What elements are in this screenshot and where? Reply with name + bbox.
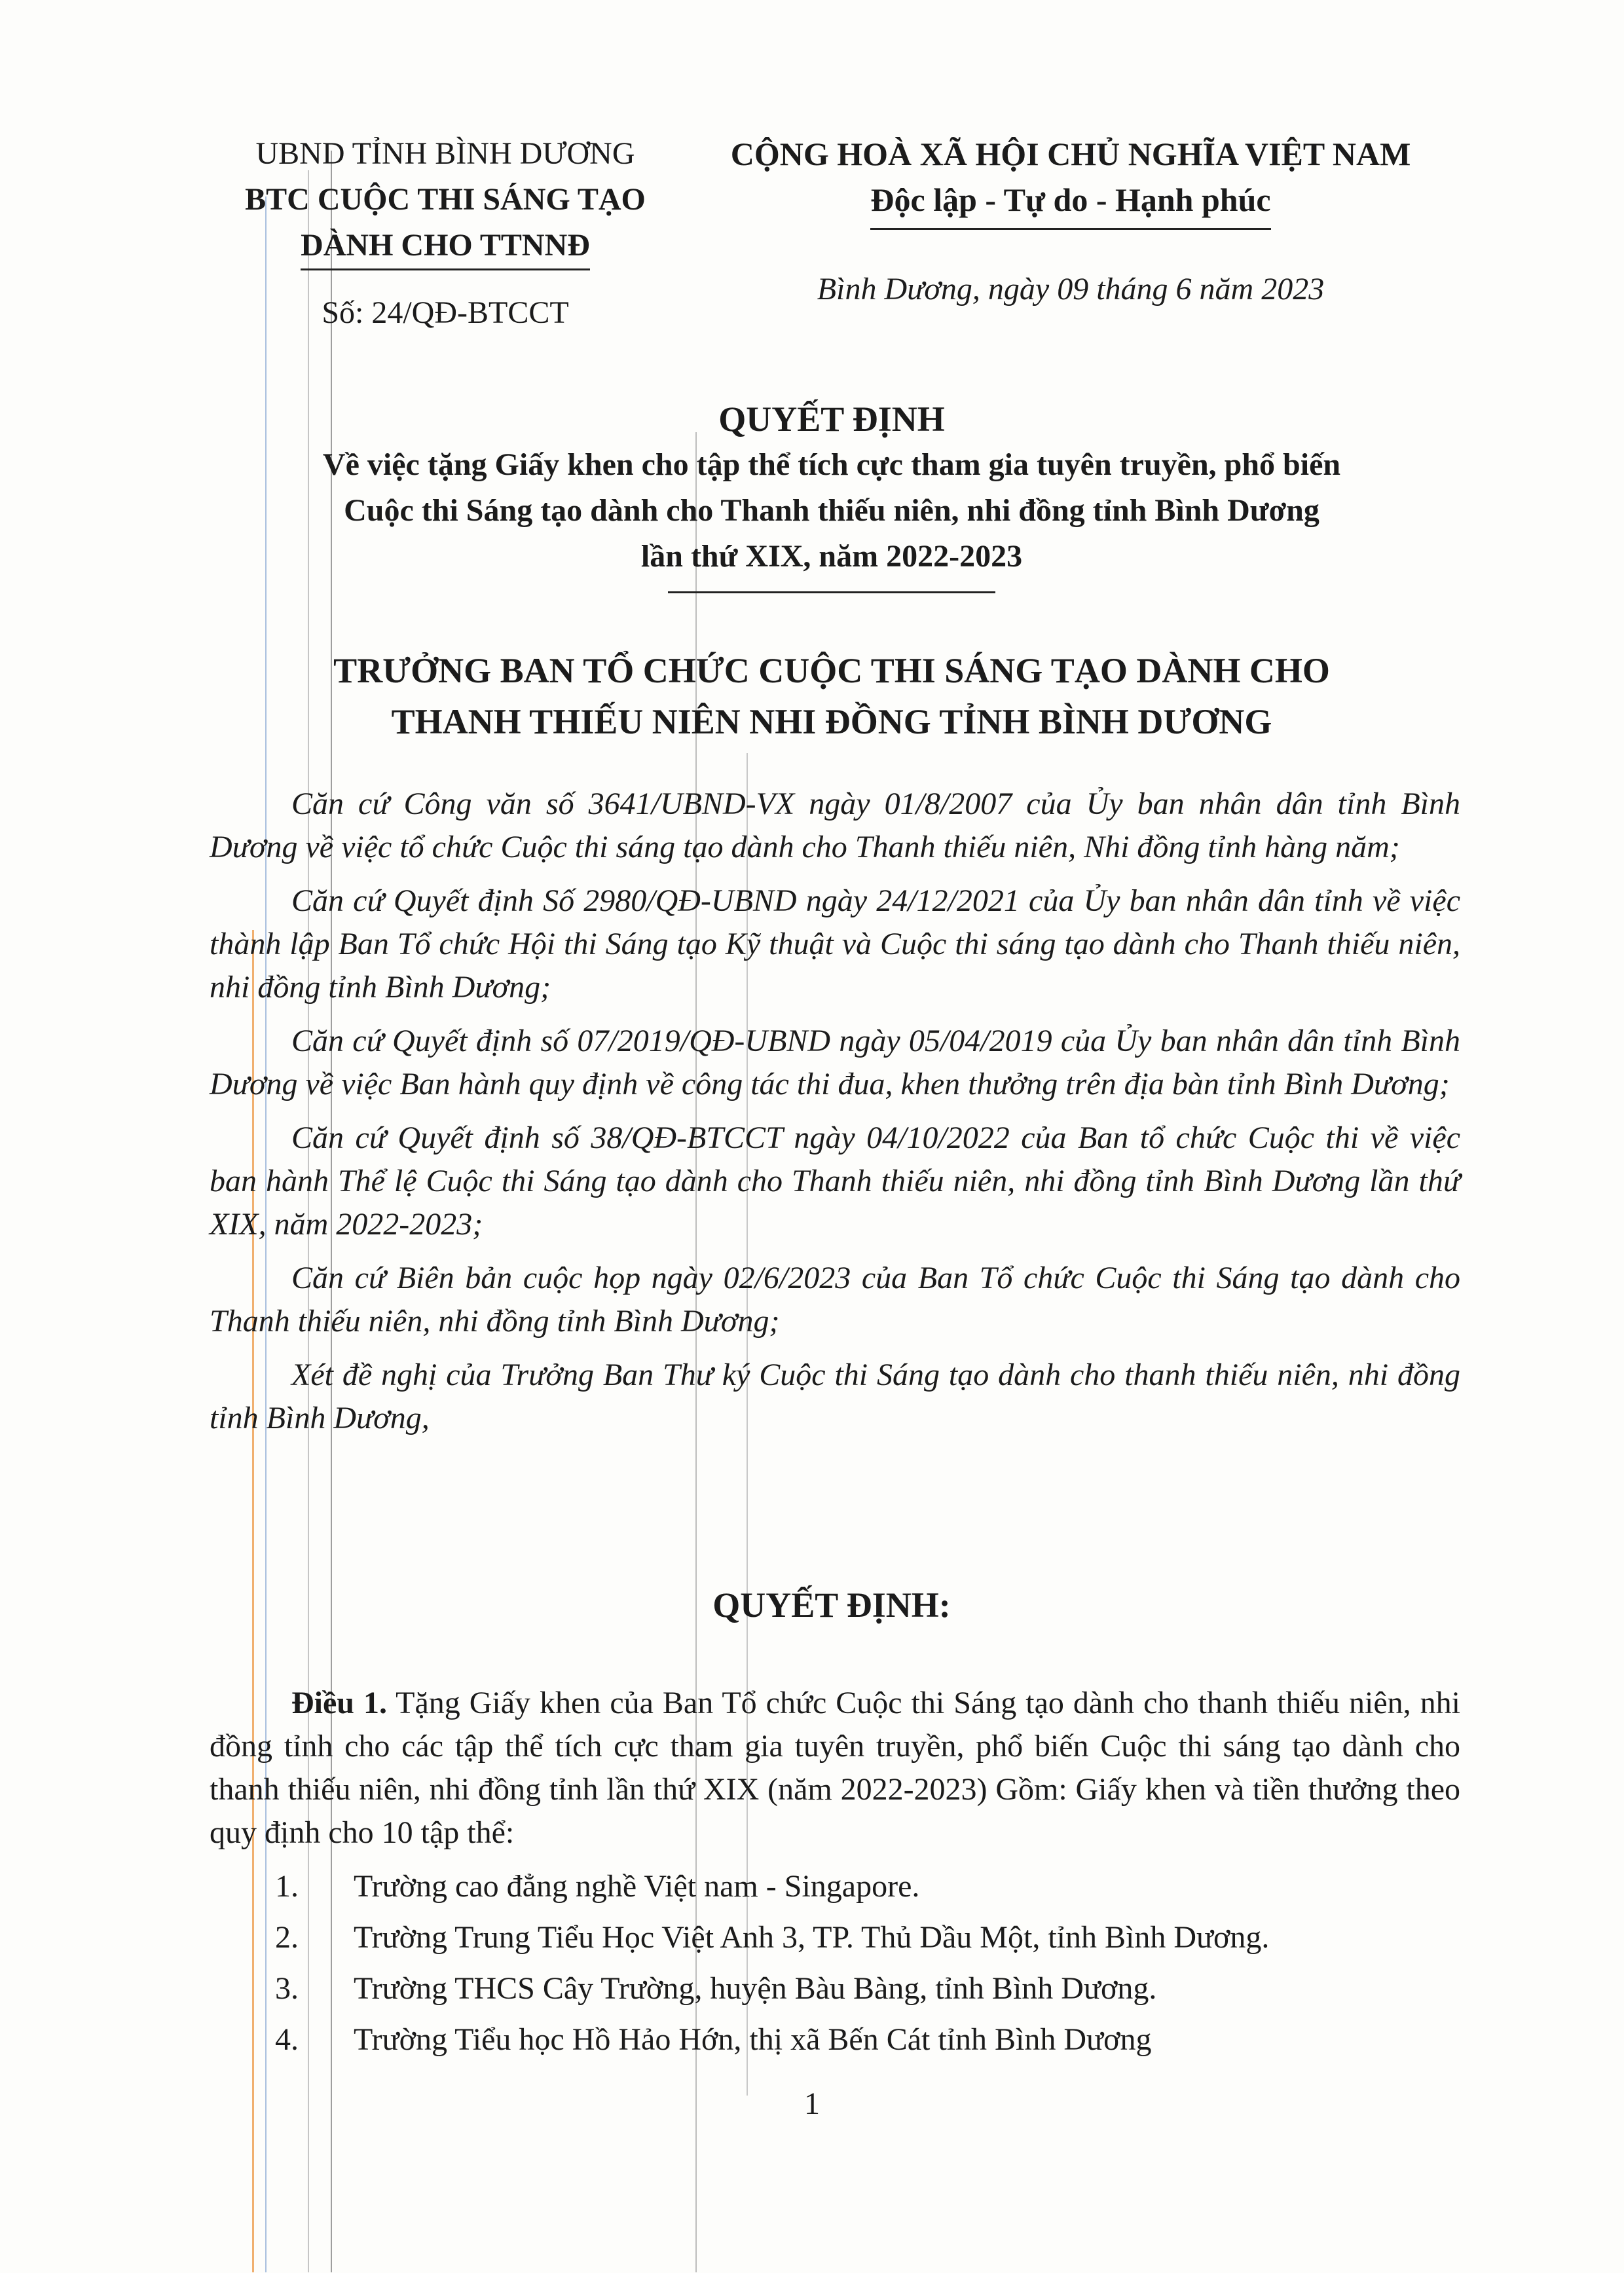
article-text: Tặng Giấy khen của Ban Tổ chức Cuộc thi Sáng tạo dành cho thanh thiếu niên, nhi đồng tỉnh cho các tập thể tích cực tham gia tuyên truyền, phổ biến Cuộc thi sáng tạo dành cho thanh thiếu niên, nhi đồng tỉnh lần thứ XIX (năm 2022-2023) Gồm: Giấy khen và tiền thưởng theo quy định cho 10 tập thể:: [210, 1686, 1461, 1850]
list-item: [275, 2018, 1460, 2061]
issuing-authority: [196, 645, 1467, 747]
list-item-number: 4.: [275, 2022, 299, 2057]
agency-name: BTC CUỘC THI SÁNG TẠO: [245, 182, 646, 217]
list-item-number: 3.: [275, 1971, 299, 2006]
list-item-number: 1.: [275, 1869, 299, 1904]
authority-line: TRƯỞNG BAN TỔ CHỨC CUỘC THI SÁNG TẠO DÀNH CHO: [333, 651, 1330, 690]
legal-bases: [210, 783, 1460, 1451]
national-motto: Độc lập - Tự do - Hạnh phúc: [870, 177, 1270, 230]
decision-heading: QUYẾT ĐỊNH:: [712, 1585, 951, 1625]
title-underline: [668, 591, 995, 593]
agency-parent: UBND TỈNH BÌNH DƯƠNG: [255, 136, 635, 171]
list-item: [275, 1916, 1460, 1959]
nation-name: CỘNG HOÀ XÃ HỘI CHỦ NGHĨA VIỆT NAM: [730, 136, 1411, 172]
list-item-text: Trường THCS Cây Trường, huyện Bàu Bàng, tỉnh Bình Dương.: [354, 1971, 1157, 2006]
subject-line: lần thứ XIX, năm 2022-2023: [640, 539, 1023, 574]
legal-basis-paragraph: Căn cứ Biên bản cuộc họp ngày 02/6/2023 của Ban Tổ chức Cuộc thi Sáng tạo dành cho Thanh thiếu niên, nhi đồng tỉnh Bình Dương;: [210, 1261, 1460, 1339]
document-title: [196, 396, 1467, 593]
subject-line: Về việc tặng Giấy khen cho tập thể tích cực tham gia tuyên truyền, phổ biến: [322, 447, 1341, 482]
article-label: Điều 1.: [291, 1686, 387, 1720]
list-item-text: Trường Tiểu học Hồ Hảo Hớn, thị xã Bến Cát tỉnh Bình Dương: [354, 2022, 1152, 2057]
document-type: QUYẾT ĐỊNH: [718, 399, 945, 439]
document-number: Số: 24/QĐ-BTCCT: [322, 295, 569, 330]
page-number: 1: [804, 2086, 820, 2121]
legal-basis-paragraph: Căn cứ Quyết định số 38/QĐ-BTCCT ngày 04/10/2022 của Ban tổ chức Cuộc thi về việc ban hành Thể lệ Cuộc thi Sáng tạo dành cho Thanh thiếu niên, nhi đồng tỉnh Bình Dương lần thứ XIX, năm 2022-2023;: [210, 1120, 1460, 1242]
legal-basis-paragraph: Căn cứ Quyết định số 07/2019/QĐ-UBND ngày 05/04/2019 của Ủy ban nhân dân tỉnh Bình Dương về việc Ban hành quy định về công tác thi đua, khen thưởng trên địa bàn tỉnh Bình Dương;: [210, 1024, 1460, 1101]
authority-line: THANH THIẾU NIÊN NHI ĐỒNG TỈNH BÌNH DƯƠNG: [391, 702, 1272, 741]
place-date: Bình Dương, ngày 09 tháng 6 năm 2023: [817, 272, 1325, 306]
list-item: [275, 1967, 1460, 2010]
list-item: [275, 1865, 1460, 1908]
issuing-agency: [196, 131, 694, 336]
article-1: [210, 1682, 1460, 1855]
subject-line: Cuộc thi Sáng tạo dành cho Thanh thiếu niên, nhi đồng tỉnh Bình Dương: [344, 493, 1320, 528]
national-heading: [691, 131, 1450, 312]
legal-basis-paragraph: Xét đề nghị của Trưởng Ban Thư ký Cuộc thi Sáng tạo dành cho thanh thiếu niên, nhi đồng tỉnh Bình Dương,: [210, 1358, 1460, 1435]
legal-basis-paragraph: Căn cứ Công văn số 3641/UBND-VX ngày 01/8/2007 của Ủy ban nhân dân tỉnh Bình Dương về việc tổ chức Cuộc thi sáng tạo dành cho Thanh thiếu niên, Nhi đồng tỉnh hàng năm;: [210, 786, 1460, 864]
agency-name-cont: DÀNH CHO TTNNĐ: [301, 223, 590, 270]
list-item-text: Trường Trung Tiểu Học Việt Anh 3, TP. Thủ Dầu Một, tỉnh Bình Dương.: [354, 1920, 1270, 1955]
list-item-text: Trường cao đẳng nghề Việt nam - Singapore.: [354, 1869, 920, 1904]
legal-basis-paragraph: Căn cứ Quyết định Số 2980/QĐ-UBND ngày 24/12/2021 của Ủy ban nhân dân tỉnh về việc thành lập Ban Tổ chức Hội thi Sáng tạo Kỹ thuật và Cuộc thi sáng tạo dành cho Thanh thiếu niên, nhi đồng tỉnh Bình Dương;: [210, 883, 1460, 1005]
list-item-number: 2.: [275, 1920, 299, 1955]
recipient-list: [275, 1865, 1460, 2069]
